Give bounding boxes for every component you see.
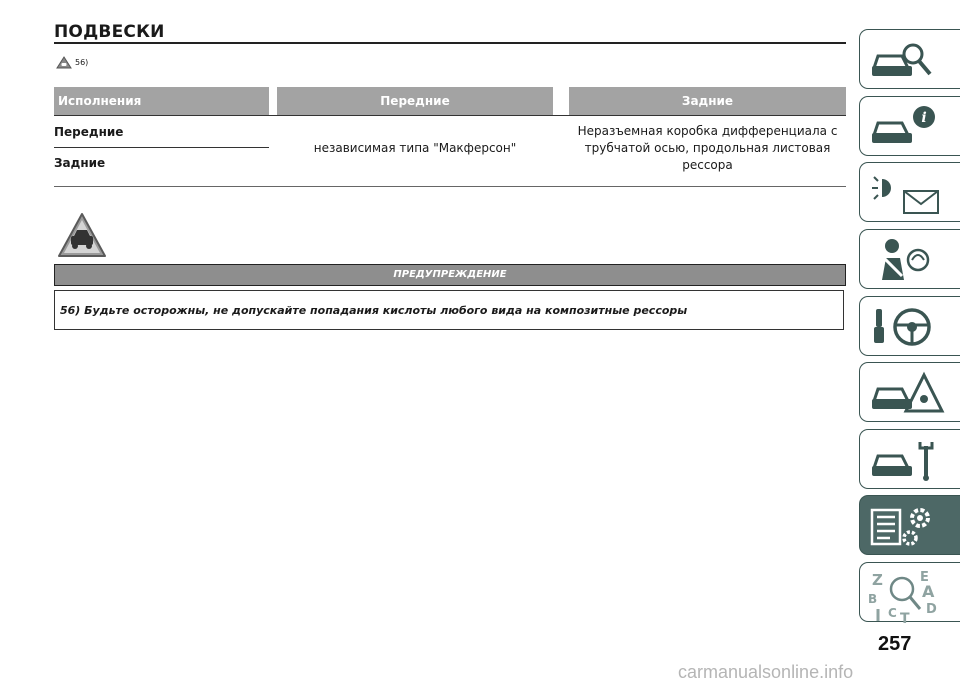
tab-emergency[interactable]	[859, 362, 960, 422]
lights-envelope-icon	[868, 169, 948, 217]
warning-reference[interactable]	[56, 56, 88, 69]
rear-value-line: Неразъемная коробка дифференциала с	[577, 124, 838, 138]
watermark[interactable]: carmanualsonline.info	[678, 662, 854, 682]
car-info-icon	[868, 103, 948, 151]
car-warning-icon	[868, 369, 948, 417]
alphabet-letter: A	[922, 582, 935, 601]
rear-value-line: рессора	[682, 158, 733, 172]
tab-car-info[interactable]	[859, 96, 960, 156]
table-header-versions: Исполнения	[54, 87, 269, 115]
front-suspension-value: независимая типа "Макферсон"	[313, 141, 517, 155]
tab-lights-messages[interactable]	[859, 162, 960, 222]
table-header-rear: Задние	[569, 87, 846, 115]
warning-title: ПРЕДУПРЕЖДЕНИЕ	[54, 264, 846, 286]
svg-text:i: i	[921, 110, 927, 126]
page-title: ПОДВЕСКИ	[54, 22, 165, 42]
warning-box	[54, 290, 844, 330]
car-wrench-icon	[868, 436, 948, 484]
warning-car-icon	[56, 211, 108, 259]
tab-starting-driving[interactable]	[859, 296, 960, 356]
rear-suspension-value	[569, 123, 846, 174]
warning-text: 56) Будьте осторожны, не допускайте попадания кислоты любого вида на композитные рессоры	[60, 304, 688, 317]
tab-technical-data[interactable]	[859, 495, 960, 555]
warning-triangle-icon	[56, 56, 72, 69]
table-bottom-divider	[54, 186, 846, 187]
alphabet-letter: B	[868, 592, 878, 606]
tab-car-diagnostics[interactable]	[859, 29, 960, 89]
tab-maintenance[interactable]	[859, 429, 960, 489]
page-number: 257	[878, 633, 912, 655]
alphabet-letter: C	[888, 606, 897, 620]
steering-wheel-icon	[868, 303, 948, 351]
table-header-divider	[54, 115, 846, 116]
table-header-front: Передние	[277, 87, 553, 115]
row-label-rear: Задние	[54, 156, 106, 170]
tab-alphabetical-index[interactable]	[859, 562, 960, 622]
tab-safety[interactable]	[859, 229, 960, 289]
rear-value-line: трубчатой осью, продольная листовая	[584, 141, 831, 155]
row-divider	[54, 147, 269, 148]
title-divider	[54, 42, 846, 44]
seatbelt-airbag-icon	[868, 236, 948, 284]
reference-number: 56)	[75, 58, 89, 67]
alphabet-index-icon	[868, 569, 948, 623]
alphabet-letter: T	[900, 611, 910, 623]
alphabet-letter: Z	[872, 571, 883, 589]
alphabet-letter: D	[926, 602, 937, 617]
row-label-front: Передние	[54, 125, 124, 139]
car-search-icon	[868, 36, 948, 84]
list-gears-icon	[868, 502, 948, 550]
alphabet-letter: E	[920, 570, 929, 585]
